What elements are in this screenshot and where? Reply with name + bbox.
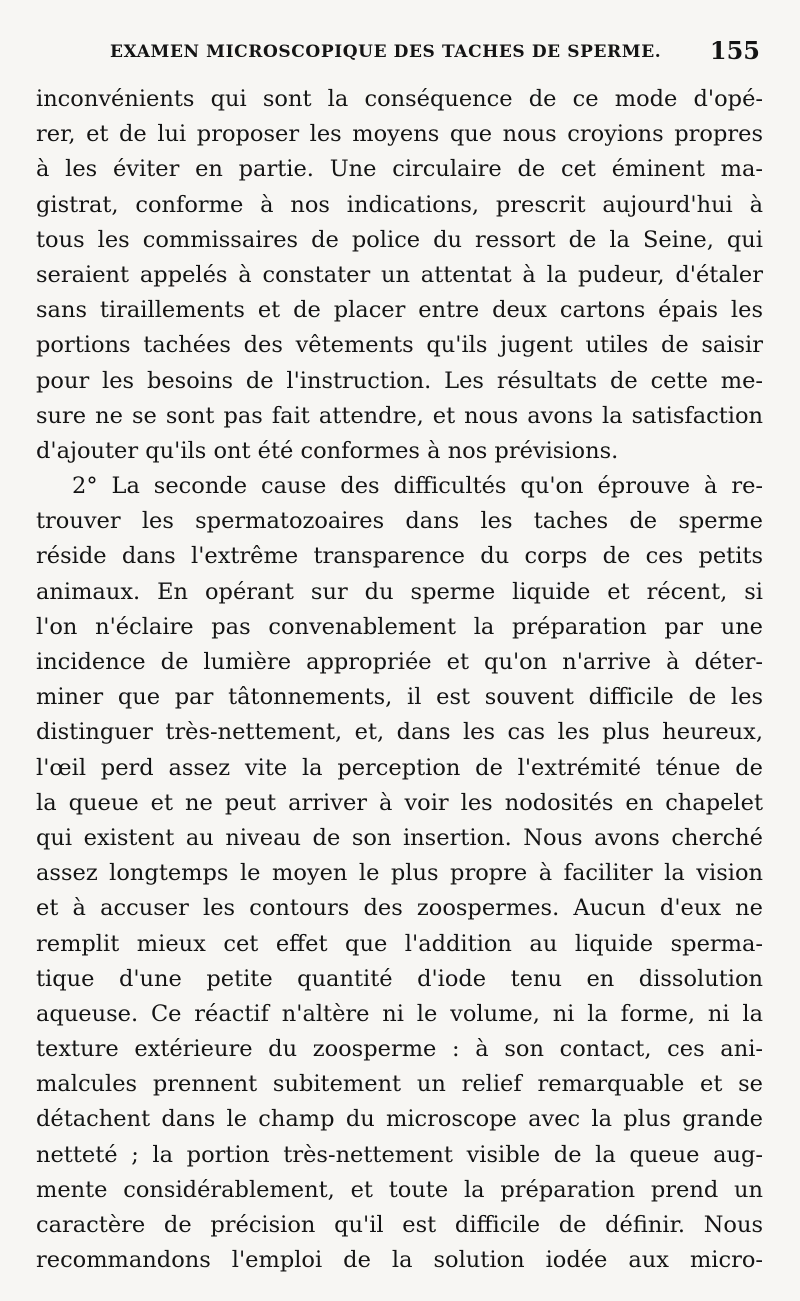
- text-line: aqueuse. Ce réactif n'altère ni le volume, ni la forme, ni la: [36, 1000, 763, 1027]
- text-line: tous les commissaires de police du ressort de la Seine, qui: [36, 226, 763, 253]
- body-text: [36, 82, 763, 1278]
- text-line: qui existent au niveau de son insertion. Nous avons cherché: [36, 824, 763, 851]
- paragraph-start-line: 2° La seconde cause des difficultés qu'on éprouve à re-: [72, 473, 763, 500]
- text-line: portions tachées des vêtements qu'ils jugent utiles de saisir: [36, 332, 763, 359]
- text-line: miner que par tâtonnements, il est souvent difficile de les: [36, 684, 763, 711]
- text-line: sure ne se sont pas fait attendre, et nous avons la satisfaction: [36, 402, 763, 429]
- running-header: [110, 36, 760, 66]
- page-number: 155: [709, 36, 760, 65]
- text-line: distinguer très-nettement, et, dans les cas les plus heureux,: [36, 719, 763, 746]
- text-line: animaux. En opérant sur du sperme liquide et récent, si: [36, 578, 763, 605]
- text-line: recommandons l'emploi de la solution iodée aux micro-: [36, 1247, 763, 1274]
- text-line: rer, et de lui proposer les moyens que nous croyions propres: [36, 121, 763, 148]
- running-title: EXAMEN MICROSCOPIQUE DES TACHES DE SPERME.: [110, 42, 662, 62]
- text-line: netteté ; la portion très-nettement visible de la queue aug-: [36, 1141, 763, 1168]
- text-line: texture extérieure du zoosperme : à son contact, ces ani-: [36, 1036, 763, 1063]
- text-line: seraient appelés à constater un attentat à la pudeur, d'étaler: [36, 261, 763, 288]
- text-line: pour les besoins de l'instruction. Les résultats de cette me-: [36, 367, 763, 394]
- text-line: malcules prennent subitement un relief remarquable et se: [36, 1071, 763, 1098]
- text-line: incidence de lumière appropriée et qu'on n'arrive à déter-: [36, 649, 763, 675]
- text-line: remplit mieux cet effet que l'addition au liquide sperma-: [36, 930, 763, 957]
- paragraph-end-line: d'ajouter qu'ils ont été conformes à nos prévisions.: [36, 437, 619, 464]
- text-line: et à accuser les contours des zoospermes. Aucun d'eux ne: [36, 895, 763, 922]
- text-line: gistrat, conforme à nos indications, prescrit aujourd'hui à: [36, 191, 763, 218]
- text-line: assez longtemps le moyen le plus propre à faciliter la vision: [36, 860, 763, 887]
- text-line: détachent dans le champ du microscope avec la plus grande: [36, 1106, 763, 1133]
- text-line: tique d'une petite quantité d'iode tenu en dissolution: [36, 965, 763, 992]
- text-line: l'œil perd assez vite la perception de l'extrémité ténue de: [36, 754, 763, 781]
- text-line: trouver les spermatozoaires dans les taches de sperme: [36, 508, 763, 535]
- text-line: la queue et ne peut arriver à voir les nodosités en chapelet: [36, 789, 763, 816]
- text-line: inconvénients qui sont la conséquence de ce mode d'opé-: [36, 86, 763, 112]
- text-line: sans tiraillements et de placer entre deux cartons épais les: [36, 297, 763, 324]
- text-line: caractère de précision qu'il est difficile de définir. Nous: [36, 1212, 763, 1238]
- text-line: réside dans l'extrême transparence du corps de ces petits: [36, 543, 763, 570]
- text-line: mente considérablement, et toute la préparation prend un: [36, 1176, 763, 1203]
- text-line: l'on n'éclaire pas convenablement la préparation par une: [36, 613, 763, 640]
- text-line: à les éviter en partie. Une circulaire de cet éminent ma-: [36, 156, 763, 183]
